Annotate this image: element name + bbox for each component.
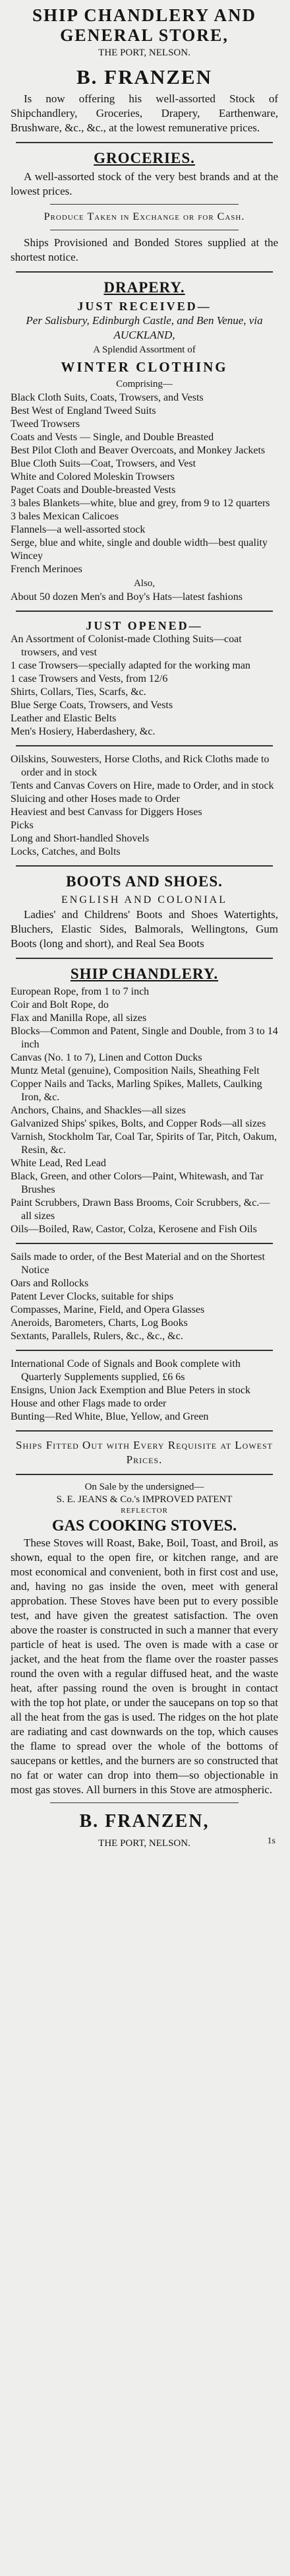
- proprietor-name: B. FRANZEN: [76, 65, 212, 88]
- list-item: Long and Short-handled Shovels: [11, 833, 150, 844]
- list-item: Best West of England Tweed Suits: [11, 405, 156, 416]
- list-item: Blocks—Common and Patent, Single and Double, from 3 to 14 inch: [11, 1026, 278, 1050]
- list-item: Canvas (No. 1 to 7), Linen and Cotton Ducks: [11, 1052, 202, 1063]
- boots-sub: ENGLISH AND COLONIAL: [61, 894, 227, 906]
- divider: [16, 1474, 273, 1475]
- reflector-text: REFLECTOR: [121, 1507, 168, 1515]
- footer-name: B. FRANZEN,: [79, 1811, 210, 1832]
- location: THE PORT, NELSON.: [98, 48, 190, 58]
- divider: [16, 745, 273, 746]
- list-item: Aneroids, Barometers, Charts, Log Books: [11, 1317, 188, 1329]
- groceries-text: A well-assorted stock of the very best brands and at the lowest prices.: [11, 170, 278, 197]
- list-item: Ensigns, Union Jack Exemption and Blue Peters in stock: [11, 1385, 250, 1396]
- gas-stoves-text: These Stoves will Roast, Bake, Boil, Toast, and Broil, as shown, equal to the open fire, or kitchen range, and are most economical and convenient, both in first cost and use, and, having no gas inside the oven, meet with general approbation. These Stoves have been put to every possible test, and have given the greatest satisfaction. The oven above the roaster is constructed in such a manner that every particle of heat is used. The oven is made with a case or jacket, and the heat from the flame over the roaster passes round the oven with a regular diffused heat, and the waste heat, after passing round the oven is brought in contact with the top hot plate, or under the saucepans on top so that all the heat from the gas is used. The ridges on the hot plate are radiating and cast downwards on the top, which causes the flame to spread over the whole of the bottoms of saucepans or kettles, and the burners are so constructed that no fat or water can drop into them—so objectionable in most gas stoves. All burners in this Stove are atmospheric.: [11, 1536, 278, 1796]
- divider: [16, 1350, 273, 1351]
- list-item: Wincey: [11, 550, 44, 562]
- list-item: Bunting—Red White, Blue, Yellow, and Green: [11, 1411, 209, 1422]
- gas-stoves-heading: GAS COOKING STOVES.: [51, 1517, 237, 1535]
- list-item: 3 bales Blankets—white, blue and grey, from 9 to 12 quarters: [11, 498, 270, 509]
- divider: [16, 611, 273, 612]
- list-item: Sails made to order, of the Best Material and on the Shortest Notice: [11, 1251, 265, 1276]
- groceries-heading: GROCERIES.: [94, 150, 195, 166]
- list-item: 1 case Trowsers—specially adapted for the working man: [11, 660, 250, 671]
- title-line-2: GENERAL STORE,: [60, 26, 229, 45]
- hats-item: About 50 dozen Men's and Boy's Hats—latest fashions: [11, 591, 243, 603]
- divider: [50, 204, 239, 205]
- list-item: Galvanized Ships' spikes, Bolts, and Copper Rods—all sizes: [11, 1118, 266, 1129]
- divider: [16, 142, 273, 143]
- list-item: White and Colored Moleskin Trowsers: [11, 471, 175, 482]
- ships-provisioned-text: Ships Provisioned and Bonded Stores supplied at the shortest notice.: [11, 236, 278, 263]
- list-item: Flannels—a well-assorted stock: [11, 524, 146, 535]
- just-opened-heading: JUST OPENED—: [86, 619, 203, 632]
- sails-list: [11, 1251, 278, 1343]
- divider: [16, 271, 273, 273]
- boots-text: Ladies' and Childrens' Boots and Shoes Watertights, Bluchers, Elastic Sides, Balmorals, Wellingtons, Gum Boots (long and short), and Real Sea Boots: [11, 908, 278, 950]
- list-item: Anchors, Chains, and Shackles—all sizes: [11, 1105, 186, 1116]
- drapery-heading: DRAPERY.: [103, 279, 185, 296]
- divider: [16, 958, 273, 959]
- list-item: Paint Scrubbers, Drawn Bass Brooms, Coir Scrubbers, &c.—all sizes: [11, 1197, 270, 1222]
- list-item: Copper Nails and Tacks, Marling Spikes, Mallets, Caulking Iron, &c.: [11, 1078, 262, 1103]
- list-item: Picks: [11, 820, 34, 831]
- list-item: Varnish, Stockholm Tar, Coal Tar, Spirits of Tar, Pitch, Oakum, Resin, &c.: [11, 1131, 277, 1156]
- list-item: Oars and Rollocks: [11, 1278, 89, 1289]
- list-item: Muntz Metal (genuine), Composition Nails, Sheathing Felt: [11, 1065, 260, 1076]
- list-item: An Assortment of Colonist-made Clothing Suits—coat trowsers, and vest: [11, 634, 242, 658]
- list-item: Tents and Canvas Covers on Hire, made to Order, and in stock: [11, 780, 274, 791]
- list-item: Oils—Boiled, Raw, Castor, Colza, Kerosene and Fish Oils: [11, 1224, 257, 1235]
- list-item: 1 case Trowsers and Vests, from 12/6: [11, 673, 168, 684]
- list-item: European Rope, from 1 to 7 inch: [11, 986, 150, 997]
- list-item: Sluicing and other Hoses made to Order: [11, 793, 180, 805]
- boots-heading: BOOTS AND SHOES.: [66, 873, 223, 890]
- list-item: Oilskins, Souwesters, Horse Cloths, and Rick Cloths made to order and in stock: [11, 754, 270, 778]
- drapery-list: [11, 391, 278, 576]
- shipping-route: Per Salisbury, Edinburgh Castle, and Ben Venue, via AUCKLAND,: [26, 314, 263, 341]
- ship-chandlery-heading: SHIP CHANDLERY.: [70, 966, 219, 982]
- list-item: Coir and Bolt Rope, do: [11, 999, 109, 1010]
- comprising: Comprising—: [116, 379, 173, 389]
- list-item: Blue Cloth Suits—Coat, Trowsers, and Vest: [11, 458, 196, 469]
- ship-list: [11, 985, 278, 1236]
- divider: [50, 1802, 239, 1803]
- footer-location: THE PORT, NELSON.: [98, 1838, 190, 1849]
- list-item: Serge, blue and white, single and double width—best quality: [11, 537, 268, 548]
- list-item: International Code of Signals and Book complete with Quarterly Supplements supplied, £6 6s: [11, 1358, 241, 1383]
- list-item: White Lead, Red Lead: [11, 1158, 106, 1169]
- list-item: Shirts, Collars, Ties, Scarfs, &c.: [11, 686, 146, 698]
- footer-code: 1s: [267, 1836, 276, 1846]
- list-item: Black, Green, and other Colors—Paint, Whitewash, and Tar Brushes: [11, 1171, 264, 1195]
- list-item: Paget Coats and Double-breasted Vests: [11, 484, 176, 496]
- list-item: House and other Flags made to order: [11, 1398, 167, 1409]
- splendid-assortment: A Splendid Assortment of: [93, 345, 196, 355]
- ships-fitted-text: Ships Fitted Out with Every Requisite at Lowest Prices.: [15, 1439, 273, 1466]
- list-item: Tweed Trowsers: [11, 418, 80, 430]
- list-item: Blue Serge Coats, Trowsers, and Vests: [11, 700, 173, 711]
- signals-list: [11, 1358, 278, 1424]
- list-item: Best Pilot Cloth and Beaver Overcoats, and Monkey Jackets: [11, 445, 266, 456]
- on-sale-text: On Sale by the undersigned—: [84, 1482, 204, 1492]
- list-item: 3 bales Mexican Calicoes: [11, 511, 119, 522]
- list-item: Compasses, Marine, Field, and Opera Glasses: [11, 1304, 205, 1315]
- list-item: Flax and Manilla Rope, all sizes: [11, 1012, 147, 1024]
- list-item: Black Cloth Suits, Coats, Trowsers, and Vests: [11, 392, 204, 403]
- list-item: Locks, Catches, and Bolts: [11, 846, 121, 857]
- list-item: Men's Hosiery, Haberdashery, &c.: [11, 726, 156, 737]
- just-received: JUST RECEIVED—: [77, 300, 212, 313]
- list-item: French Merinoes: [11, 564, 82, 575]
- divider: [16, 1430, 273, 1432]
- winter-clothing: WINTER CLOTHING: [61, 359, 228, 375]
- title-line-1: SHIP CHANDLERY AND: [32, 5, 257, 25]
- intro-text: Is now offering his well-assorted Stock of Shipchandlery, Groceries, Drapery, Earthenware, Brushware, &c., &c., at the lowest remunerative prices.: [11, 92, 278, 134]
- list-item: Heaviest and best Canvass for Diggers Hoses: [11, 807, 202, 818]
- also-label: Also,: [133, 578, 156, 589]
- list-item: Patent Lever Clocks, suitable for ships: [11, 1291, 174, 1302]
- patent-text: S. E. JEANS & Co.'s IMPROVED PATENT: [56, 1494, 233, 1505]
- divider: [16, 1243, 273, 1244]
- oilskins-list: [11, 753, 278, 859]
- divider: [16, 865, 273, 867]
- footer-line: [11, 1836, 278, 1851]
- produce-text: Produce Taken in Exchange or for Cash.: [44, 211, 245, 222]
- list-item: Leather and Elastic Belts: [11, 713, 117, 724]
- list-item: Sextants, Parallels, Rulers, &c., &c., &c.: [11, 1331, 183, 1342]
- just-opened-list: [11, 633, 278, 739]
- list-item: Coats and Vests — Single, and Double Breasted: [11, 432, 214, 443]
